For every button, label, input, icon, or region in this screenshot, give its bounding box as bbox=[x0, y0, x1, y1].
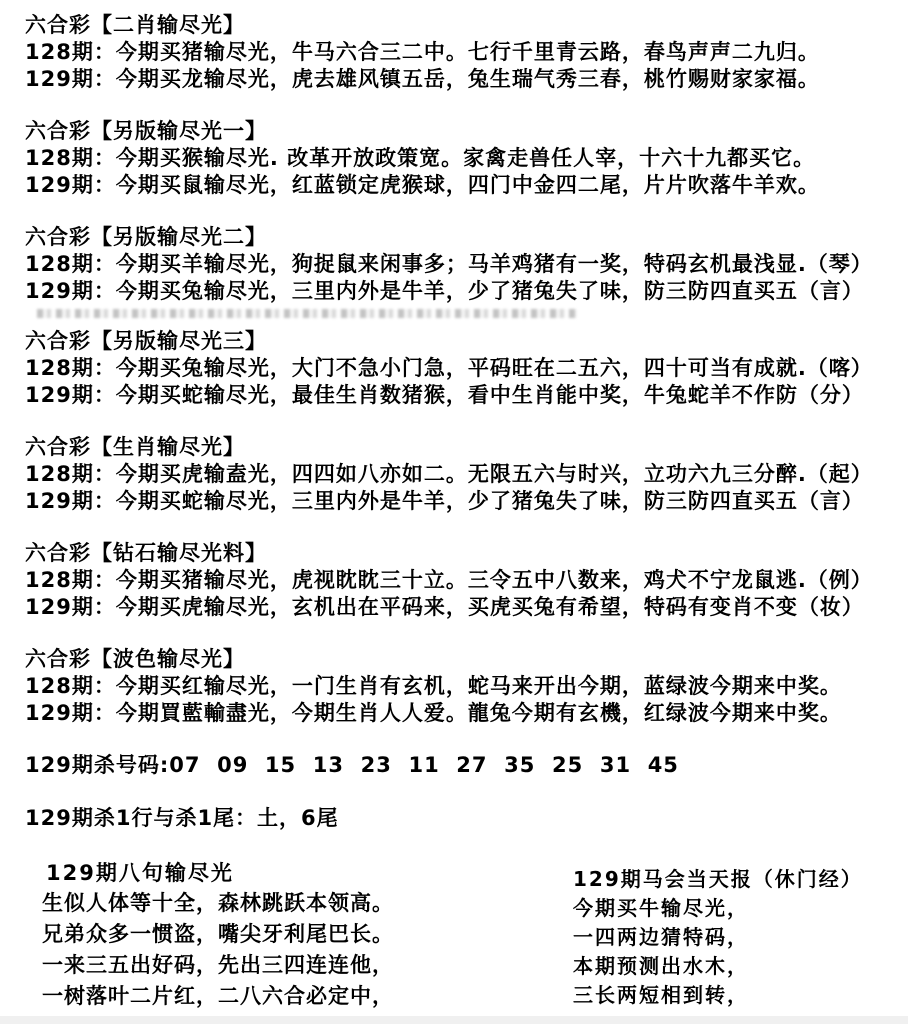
section-shengxiao bbox=[25, 434, 898, 515]
section-title: 六合彩【生肖输尽光】 bbox=[25, 435, 245, 459]
prediction-line-129: 129期：今期买蛇输尽光，三里内外是牛羊，少了猪兔失了味，防三防四直买五（言） bbox=[25, 489, 864, 513]
left-poem-line: 一来三五出好码，先出三四连连他， bbox=[42, 953, 394, 977]
right-poem-line: 一四两边猜特码， bbox=[573, 925, 749, 949]
section-title: 六合彩【钻石输尽光料】 bbox=[25, 541, 267, 565]
prediction-line-129: 129期：今期买蛇输尽光，最佳生肖数猪猴，看中生肖能中奖，牛兔蛇羊不作防（分） bbox=[25, 383, 864, 407]
section-alt-version-3 bbox=[25, 328, 898, 409]
prediction-line-128: 128期：今期买猴输尽光. 改革开放政策宽。家禽走兽任人宰，十六十九都买它。 bbox=[25, 146, 816, 170]
prediction-line-129: 129期：今期买龙输尽光，虎去雄风镇五岳，兔生瑞气秀三春，桃竹赐财家家福。 bbox=[25, 67, 820, 91]
prediction-line-129: 129期：今期买鼠输尽光，红蓝锁定虎猴球，四门中金四二尾，片片吹落牛羊欢。 bbox=[25, 173, 820, 197]
section-diamond bbox=[25, 540, 898, 621]
bottom-poems bbox=[25, 858, 898, 1012]
left-poem-line: 兄弟众多一惯盗，嘴尖牙利尾巴长。 bbox=[42, 922, 394, 946]
left-poem-title: 129期八句输尽光 bbox=[46, 861, 234, 885]
right-poem-line: 三长两短相到转， bbox=[573, 983, 749, 1007]
prediction-line-129: 129期：今期买虎输尽光，玄机出在平码来，买虎买兔有希望，特码有变肖不变（妆） bbox=[25, 595, 864, 619]
section-alt-version-1 bbox=[25, 118, 898, 199]
page-bottom-edge bbox=[0, 1016, 908, 1024]
prediction-line-128: 128期：今期买兔输尽光，大门不急小门急，平码旺在二五六，四十可当有成就.（喀） bbox=[25, 356, 873, 380]
prediction-line-128: 128期：今期买红输尽光，一门生肖有玄机，蛇马来开出今期，蓝绿波今期来中奖。 bbox=[25, 674, 842, 698]
right-poem-title: 129期马会当天报（休门经） bbox=[573, 867, 863, 891]
daily-report-poem bbox=[573, 858, 863, 1010]
section-alt-version-2 bbox=[25, 224, 898, 305]
faded-illegible-line bbox=[37, 309, 577, 318]
section-title: 六合彩【二肖输尽光】 bbox=[25, 13, 245, 37]
section-bose bbox=[25, 646, 898, 727]
prediction-line-128: 128期：今期买羊输尽光，狗捉鼠来闲事多；马羊鸡猪有一奖，特码玄机最浅显.（琴） bbox=[25, 252, 873, 276]
prediction-line-128: 128期：今期买猪输尽光，虎视眈眈三十立。三令五中八数来，鸡犬不宁龙鼠逃.（例） bbox=[25, 568, 873, 592]
prediction-line-128: 128期：今期买虎输盍光，四四如八亦如二。无限五六与时兴，立功六九三分醉.（起） bbox=[25, 462, 873, 486]
right-poem-line: 本期预测出水木， bbox=[573, 954, 749, 978]
section-title: 六合彩【另版输尽光三】 bbox=[25, 329, 267, 353]
prediction-line-129: 129期：今期買藍輸盡光，今期生肖人人爱。龍兔今期有玄機，红绿波今期来中奖。 bbox=[25, 701, 842, 725]
eight-line-poem bbox=[42, 858, 548, 1012]
left-poem-line: 生似人体等十全，森林跳跃本领高。 bbox=[42, 891, 394, 915]
left-poem-line: 一树落叶二片红，二八六合必定中， bbox=[42, 984, 394, 1008]
prediction-line-129: 129期：今期买兔输尽光，三里内外是牛羊，少了猪兔失了味，防三防四直买五（言） bbox=[25, 279, 864, 303]
section-title: 六合彩【另版输尽光一】 bbox=[25, 119, 267, 143]
section-title: 六合彩【另版输尽光二】 bbox=[25, 225, 267, 249]
section-title: 六合彩【波色输尽光】 bbox=[25, 647, 245, 671]
section-two-xiao bbox=[25, 12, 898, 93]
prediction-line-128: 128期：今期买猪输尽光，牛马六合三二中。七行千里青云路，春鸟声声二九归。 bbox=[25, 40, 820, 64]
kill-numbers-line: 129期杀号码:07 09 15 13 23 11 27 35 25 31 45 bbox=[25, 753, 679, 777]
kill-row-tail-line: 129期杀1行与杀1尾：土，6尾 bbox=[25, 806, 339, 830]
right-poem-line: 今期买牛输尽光， bbox=[573, 896, 749, 920]
